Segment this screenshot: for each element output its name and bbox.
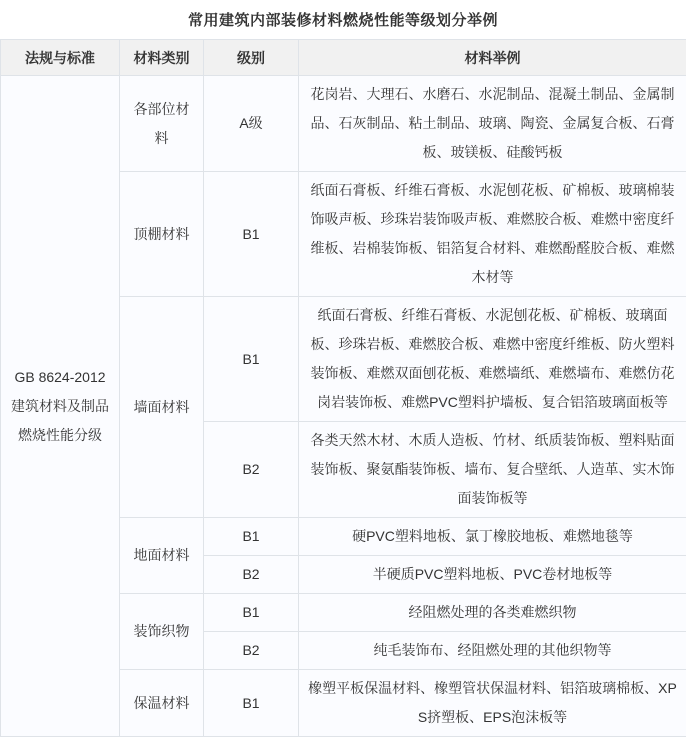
grade-cell: B2 <box>204 632 299 670</box>
grade-cell: B2 <box>204 422 299 518</box>
materials-grade-table <box>0 39 686 737</box>
examples-cell: 纸面石膏板、纤维石膏板、水泥刨花板、矿棉板、玻璃棉装饰吸声板、珍珠岩装饰吸声板、难燃胶合板、难燃中密度纤维板、岩棉装饰板、铝箔复合材料、难燃酚醛胶合板、难燃木材等 <box>299 172 686 297</box>
examples-cell: 橡塑平板保温材料、橡塑管状保温材料、铝箔玻璃棉板、XPS挤塑板、EPS泡沫板等 <box>299 670 686 737</box>
examples-cell: 花岗岩、大理石、水磨石、水泥制品、混凝土制品、金属制品、石灰制品、粘土制品、玻璃、陶瓷、金属复合板、石膏板、玻镁板、硅酸钙板 <box>299 76 686 172</box>
examples-cell: 半硬质PVC塑料地板、PVC卷材地板等 <box>299 556 686 594</box>
grade-cell: A级 <box>204 76 299 172</box>
category-cell: 各部位材料 <box>120 76 204 172</box>
table-row <box>1 76 686 172</box>
category-cell: 装饰织物 <box>120 594 204 670</box>
category-cell: 顶棚材料 <box>120 172 204 297</box>
grade-cell: B1 <box>204 594 299 632</box>
examples-cell: 纸面石膏板、纤维石膏板、水泥刨花板、矿棉板、玻璃面板、珍珠岩板、难燃胶合板、难燃中密度纤维板、防火塑料装饰板、难燃双面刨花板、难燃墙纸、难燃墙布、难燃仿花岗岩装饰板、难燃PVC塑料护墙板、复合铝箔玻璃面板等 <box>299 297 686 422</box>
header-grade: 级别 <box>204 40 299 76</box>
regulation-cell: GB 8624-2012建筑材料及制品燃烧性能分级 <box>1 76 120 737</box>
header-examples: 材料举例 <box>299 40 686 76</box>
examples-cell: 经阻燃处理的各类难燃织物 <box>299 594 686 632</box>
examples-cell: 纯毛装饰布、经阻燃处理的其他织物等 <box>299 632 686 670</box>
examples-cell: 各类天然木材、木质人造板、竹材、纸质装饰板、塑料贴面装饰板、聚氨酯装饰板、墙布、复合壁纸、人造革、实木饰面装饰板等 <box>299 422 686 518</box>
category-cell: 保温材料 <box>120 670 204 737</box>
header-row <box>1 40 686 76</box>
page-title: 常用建筑内部装修材料燃烧性能等级划分举例 <box>0 0 686 39</box>
header-regulation: 法规与标准 <box>1 40 120 76</box>
category-cell: 墙面材料 <box>120 297 204 518</box>
grade-cell: B2 <box>204 556 299 594</box>
grade-cell: B1 <box>204 670 299 737</box>
grade-cell: B1 <box>204 172 299 297</box>
examples-cell: 硬PVC塑料地板、氯丁橡胶地板、难燃地毯等 <box>299 518 686 556</box>
header-category: 材料类别 <box>120 40 204 76</box>
category-cell: 地面材料 <box>120 518 204 594</box>
grade-cell: B1 <box>204 518 299 556</box>
grade-cell: B1 <box>204 297 299 422</box>
